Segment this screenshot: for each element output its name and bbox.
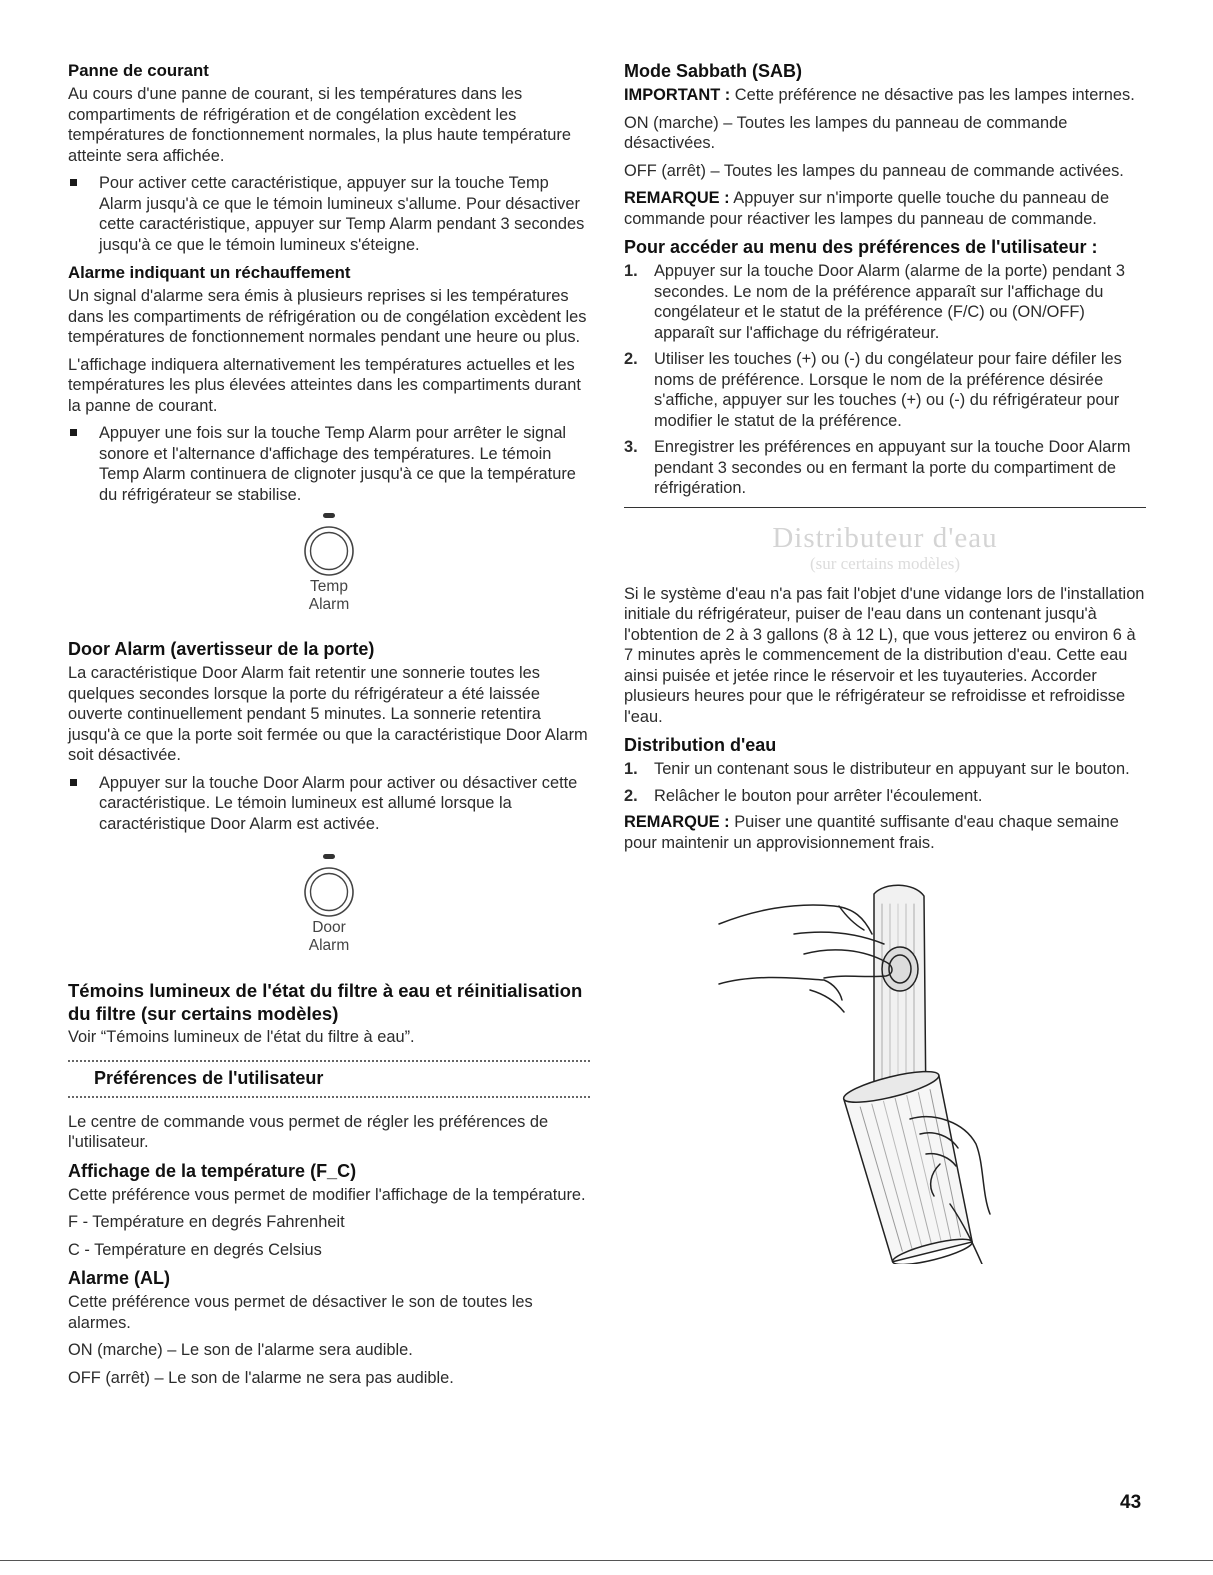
step-text: Relâcher le bouton pour arrêter l'écoulement. <box>654 786 983 805</box>
temp-alarm-label-2: Alarm <box>308 596 350 613</box>
list-item <box>624 437 1146 499</box>
left-column <box>68 60 590 1395</box>
list-item <box>624 759 1146 780</box>
water-dispenser-illustration-icon <box>714 874 1054 1264</box>
paragraph-preferences: Le centre de commande vous permet de régler les préférences de l'utilisateur. <box>68 1112 549 1151</box>
step-number: 1. <box>624 760 638 778</box>
door-alarm-label-1: Door <box>312 919 346 936</box>
paragraph-remarque-distribution <box>624 812 1146 853</box>
heading-mode-sabbath: Mode Sabbath (SAB) <box>624 61 802 81</box>
text-remarque: Puiser une quantité suffisante d'eau chaque semaine pour maintenir un approvisionnement frais. <box>624 813 1119 852</box>
step-text: Tenir un contenant sous le distributeur en appuyant sur le bouton. <box>654 760 1130 778</box>
bullet-panne: Pour activer cette caractéristique, appuyer sur la touche Temp Alarm jusqu'à ce que le témoin lumineux s'allume. Pour désactiver cette caractéristique, appuyer sur Temp Alarm pendant 3 secondes jusqu'à ce que le témoin lumineux s'éteigne. <box>68 173 590 255</box>
paragraph-affichage: Cette préférence vous permet de modifier l'affichage de la température. <box>68 1185 586 1204</box>
bullet-door-alarm: Appuyer sur la touche Door Alarm pour activer ou désactiver cette caractéristique. Le témoin lumineux est allumé lorsque la caractéristique Door Alarm est activée. <box>68 773 590 835</box>
section-divider-top <box>68 1060 590 1062</box>
section-title-preferences: Préférences de l'utilisateur <box>94 1067 324 1088</box>
page-number: 43 <box>1120 1492 1142 1513</box>
paragraph-temoins: Voir “Témoins lumineux de l'état du filtre à eau”. <box>68 1028 415 1046</box>
round-button-icon <box>302 524 356 578</box>
paragraph-door-alarm: La caractéristique Door Alarm fait retentir une sonnerie toutes les quelques secondes lorsque la porte du réfrigérateur a été laissée ouverte continuellement pendant 5 minutes. La sonnerie retentira jusqu'à ce que la porte soit fermée ou que la caractéristique Door Alarm soit désactivée. <box>68 664 588 764</box>
list-item <box>624 786 1146 807</box>
label-important: IMPORTANT : <box>624 86 731 104</box>
indicator-light-icon <box>323 513 335 518</box>
heading-alarme-rechauffement: Alarme indiquant un réchauffement <box>68 263 351 282</box>
label-remarque: REMARQUE : <box>624 189 730 207</box>
heading-temoins-filtre: Témoins lumineux de l'état du filtre à eau et réinitialisation du filtre (sur certains modèles) <box>68 980 583 1024</box>
option-alarme-off: OFF (arrêt) – Le son de l'alarme ne sera pas audible. <box>68 1368 454 1387</box>
option-celsius: C - Température en degrés Celsius <box>68 1240 322 1259</box>
bullet-alarme: Appuyer une fois sur la touche Temp Alarm pour arrêter le signal sonore et l'alternance d'affichage des températures. Le témoin Temp Alarm continuera de clignoter jusqu'à ce que la température du réfrigérateur se stabilise. <box>68 423 590 505</box>
temp-alarm-label-1: Temp <box>310 578 348 595</box>
step-text: Utiliser les touches (+) ou (-) du congélateur pour faire défiler les noms de préférence. Lorsque le nom de la préférence désirée s'affiche, appuyer sur les touches (+) ou (-) du réfrigérateur pour modifier le statut de la préférence. <box>654 350 1122 430</box>
heading-menu-preferences: Pour accéder au menu des préférences de l'utilisateur : <box>624 237 1098 257</box>
door-alarm-label-2: Alarm <box>308 937 350 954</box>
step-text: Appuyer sur la touche Door Alarm (alarme de la porte) pendant 3 secondes. Le nom de la préférence apparaît sur l'affichage du congélateur et le statut de la préférence (F/C) ou (ON/OFF) apparaît sur l'affichage du réfrigérateur. <box>654 262 1126 342</box>
heading-affichage-temperature: Affichage de la température (F_C) <box>68 1160 357 1181</box>
paragraph-alarme-1: Un signal d'alarme sera émis à plusieurs reprises si les températures dans les compartiments de réfrigération ou de congélation excèdent les températures de fonctionnement normales pendant une heure ou plus. <box>68 287 587 346</box>
step-number: 2. <box>624 350 638 368</box>
menu-steps-list <box>624 261 1146 499</box>
section-rule <box>624 507 1146 508</box>
heading-panne-de-courant: Panne de courant <box>68 61 209 80</box>
section-title-distributeur: Distributeur d'eau <box>772 521 998 554</box>
step-number: 1. <box>624 262 638 280</box>
indicator-light-icon <box>323 854 335 859</box>
paragraph-panne: Au cours d'une panne de courant, si les températures dans les compartiments de réfrigération et de congélation excèdent les températures de fonctionnement normales, la plus haute température atteinte sera affichée. <box>68 85 571 165</box>
option-sabbath-off: OFF (arrêt) – Toutes les lampes du panneau de commande activées. <box>624 161 1124 180</box>
option-alarme-on: ON (marche) – Le son de l'alarme sera audible. <box>68 1341 413 1359</box>
paragraph-alarme-2: L'affichage indiquera alternativement les températures actuelles et les températures les plus élevées atteintes dans les compartiments durant la panne de courant. <box>68 355 581 415</box>
section-subtitle-distributeur: (sur certains modèles) <box>809 553 961 573</box>
heading-distribution-eau: Distribution d'eau <box>624 735 777 755</box>
list-item <box>624 261 1146 343</box>
option-sabbath-on: ON (marche) – Toutes les lampes du panneau de commande désactivées. <box>624 113 1068 152</box>
round-button-icon <box>302 865 356 919</box>
paragraph-alarme-al: Cette préférence vous permet de désactiver le son de toutes les alarmes. <box>68 1293 533 1332</box>
temp-alarm-button-figure <box>68 513 590 614</box>
bottom-rule <box>0 1560 1213 1561</box>
heading-alarme-al: Alarme (AL) <box>68 1268 171 1288</box>
distribution-steps-list <box>624 759 1146 806</box>
paragraph-remarque-sabbath <box>624 188 1146 229</box>
option-fahrenheit: F - Température en degrés Fahrenheit <box>68 1213 345 1231</box>
right-column <box>624 60 1146 1269</box>
section-divider-bottom <box>68 1096 590 1098</box>
step-number: 3. <box>624 438 638 456</box>
list-item <box>624 349 1146 431</box>
paragraph-important <box>624 85 1146 106</box>
step-text: Enregistrer les préférences en appuyant sur la touche Door Alarm pendant 3 secondes ou en fermant la porte du compartiment de réfrigération. <box>654 438 1131 497</box>
door-alarm-button-figure <box>68 854 590 955</box>
label-remarque: REMARQUE : <box>624 813 730 831</box>
text-important: Cette préférence ne désactive pas les lampes internes. <box>734 86 1135 104</box>
heading-door-alarm: Door Alarm (avertisseur de la porte) <box>68 639 375 659</box>
step-number: 2. <box>624 786 638 805</box>
paragraph-distributeur: Si le système d'eau n'a pas fait l'objet d'une vidange lors de l'installation initiale du réfrigérateur, puiser de l'eau dans un contenant jusqu'à l'obtention de 2 à 3 gallons (8 à 12 L), que vous jetterez ou environ 6 à 7 minutes après le commencement de la distribution d'eau. Cette eau ainsi puisée et jetée rince le réservoir et les tuyauteries. Accorder plusieurs heures pour que le réfrigérateur se refroidisse et refroidisse l'eau. <box>624 584 1145 726</box>
text-remarque: Appuyer sur n'importe quelle touche du panneau de commande pour réactiver les lampes du panneau de commande. <box>624 189 1110 228</box>
